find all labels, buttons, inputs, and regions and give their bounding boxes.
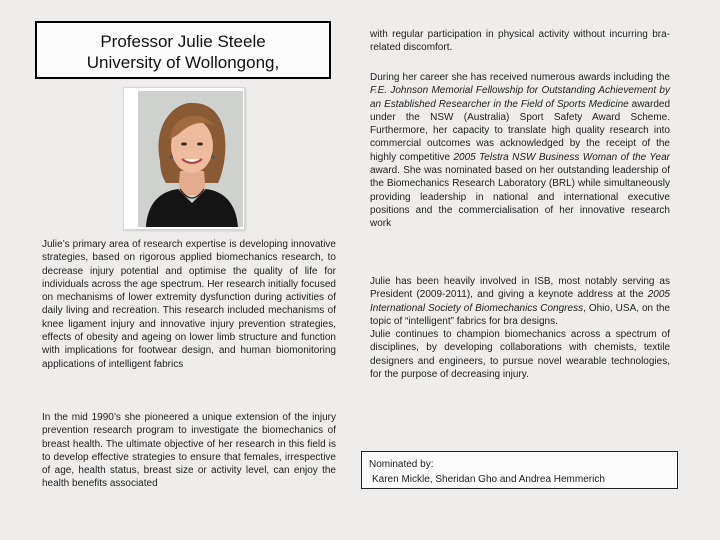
bio-paragraph-research-expertise bbox=[42, 238, 336, 371]
bio-paragraph-text: Julie’s primary area of research expertise is developing innovative strategies, based on rigorous applied biomechanics research, to decrease injury potential and optimise the quality of life for individuals across the age spectrum. Her research initially focused on mechanisms of lower extremity dysfunction during activities of daily living and recreation. This research included mechanisms of knee ligament injury and innovative injury prevention strategies, effects of obesity and ageing on lower limb structure and function with implications for footwear design, and human biomonitoring applications of intelligent fabrics bbox=[42, 239, 336, 370]
award-business-woman-title: 2005 Telstra NSW Business Woman of the Year bbox=[453, 151, 670, 163]
bio-paragraph-isb bbox=[370, 275, 670, 381]
nominator-names: Karen Mickle, Sheridan Gho and Andrea Hemmerich bbox=[372, 474, 605, 485]
bio-paragraph-breast-health bbox=[42, 411, 336, 491]
portrait-illustration bbox=[138, 91, 243, 227]
bio-paragraph-awards bbox=[370, 71, 670, 231]
bio-paragraph-text bbox=[370, 71, 670, 231]
bio-paragraph-champion: Julie continues to champion biomechanics across a spectrum of disciplines, by developing collaborations with chemists, textile designers and engineers, to pursue novel wearable technologies, for the purpose of decreasing injury. bbox=[370, 329, 670, 381]
bio-paragraph-continuation bbox=[370, 28, 670, 55]
nomination-label: Nominated by: bbox=[369, 459, 434, 470]
title-box bbox=[35, 21, 331, 79]
isb-text-2: , Ohio, USA, on the topic of “intelligent” fabrics for bra designs. bbox=[370, 302, 670, 327]
portrait-photo-icon bbox=[138, 91, 243, 227]
bio-paragraph-text: with regular participation in physical activity without incurring bra-related discomfort. bbox=[370, 29, 670, 54]
portrait-frame bbox=[123, 87, 245, 230]
isb-congress-title: 2005 International Society of Biomechanics Congress bbox=[370, 289, 670, 314]
professor-name: Professor Julie Steele bbox=[100, 32, 266, 51]
isb-text-1: Julie has been heavily involved in ISB, most notably serving as President (2009-2011), and giving a keynote address at the bbox=[370, 276, 670, 301]
institution-name: University of Wollongong, bbox=[86, 53, 280, 72]
bio-paragraph-text: In the mid 1990’s she pioneered a unique extension of the injury prevention research program to investigate the biomechanics of breast health. The ultimate objective of her research in this field is to develop effective strategies to ensure that females, irrespective of age, health status, breast size or activity level, can enjoy the health benefits associated bbox=[42, 412, 336, 490]
bio-paragraph-text bbox=[370, 275, 670, 328]
nomination-box bbox=[361, 451, 678, 489]
awards-text-3: award. She was nominated based on her outstanding leadership of the Biomechanics Research Laboratory (BRL) while simultaneously providing leadership in national and international executive positions and the commercialisation of her innovative research work bbox=[370, 165, 670, 230]
award-fellowship-title: F.E. Johnson Memorial Fellowship for Outstanding Achievement by an Established Researcher in the Field of Sports Medicine bbox=[370, 85, 670, 110]
awards-text-2: awarded under the NSW (Australia) Sport Safety Award Scheme. Furthermore, her capacity to translate high quality research into commercial outcomes was acknowledged by the receipt of the highly competitive bbox=[370, 98, 671, 163]
awards-text-1: During her career she has received numerous awards including the bbox=[370, 72, 670, 83]
